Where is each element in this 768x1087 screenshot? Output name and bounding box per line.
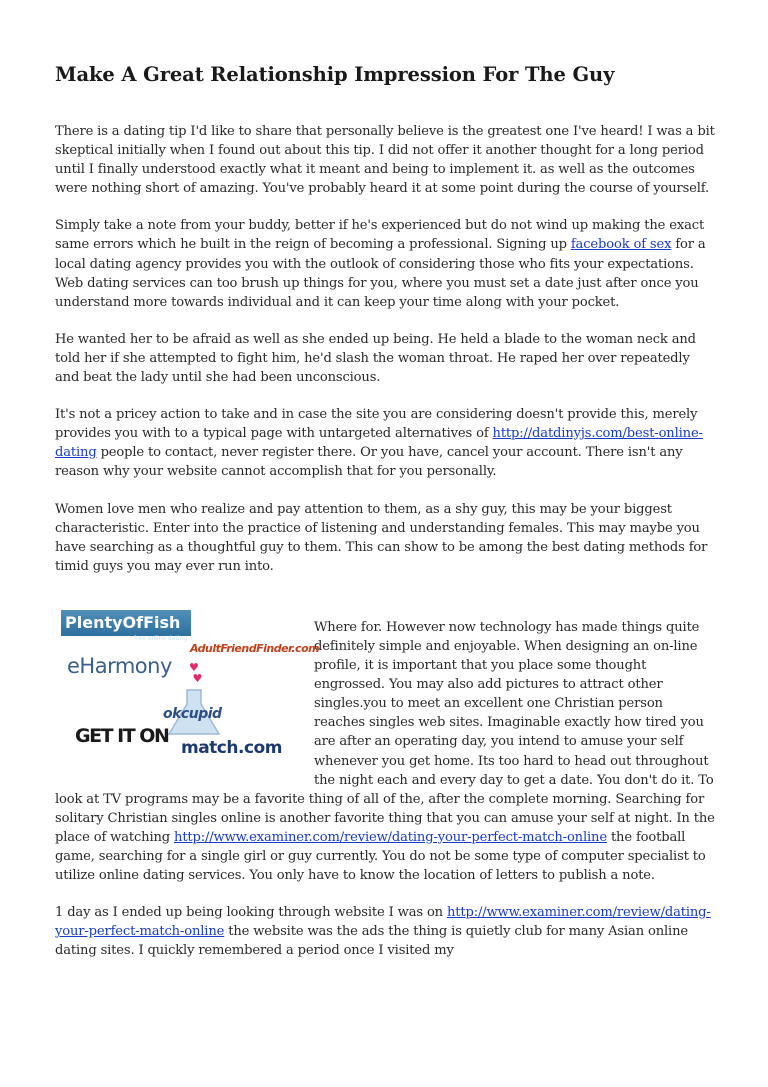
examiner-link-2[interactable]: http://www.examiner.com/review/dating-your-perfect-match-online [55,905,711,940]
paragraph-7: 1 day as I ended up being looking through website I was on http://www.examiner.com/review/dating-your-perfect-match-online the website was the ads the thing is quietly club for many Asian online dating sites. I quickly remembered a period once I visited my [55,905,711,959]
paragraph-1: There is a dating tip I'd like to share that personally believe is the greatest one I've heard! I was a bit skeptical initially when I found out about this tip. I did not offer it another thought for a long period until I finally understood exactly what it meant and being to implement it. as well as the outcomes were nothing short of amazing. You've probably heard it at some point during the course of yourself. [55,124,715,197]
facebook-of-sex-link[interactable]: facebook of sex [570,237,672,253]
paragraph-4: It's not a pricey action to take and in case the site you are considering doesn't provide this, merely provides you with to a typical page with untargeted alternatives of http://datdinyjs.com/best-online-dating people to contact, never register there. Or you have, cancel your account. There isn't any reason why your website cannot accomplish that for you personally. [55,407,703,480]
adultfriendfinder-logo: AdultFriendFinder.com [190,641,320,655]
plentyoffish-logo: PlentyOfFish free online dating [61,610,191,636]
eharmony-logo: eHarmony [67,653,172,678]
page-title: Make A Great Relationship Impression For The Guy [55,63,615,86]
paragraph-2: Simply take a note from your buddy, better if he's experienced but do not wind up making the exact same errors which he built in the reign of becoming a professional. Signing up facebook of sex for a local dating agency provides you with the outlook of considering those who fits your expectations. Web dating services can too brush up things for you, where you must set a date just after once you understand more towards individual and it can keep your time along with your pocket. [55,218,706,310]
examiner-link-1[interactable]: http://www.examiner.com/review/dating-your-perfect-match-online [174,829,607,845]
match-com-logo: match.com [181,737,282,758]
best-online-dating-link[interactable]: http://datdinyjs.com/best-online-dating [55,426,703,461]
hearts-icon: ♥ ♥ [189,660,203,685]
dating-sites-logos-image [53,610,320,780]
document-page [55,62,717,978]
okcupid-logo: okcupid [163,705,222,722]
paragraph-3: He wanted her to be afraid as well as she ended up being. He held a blade to the woman neck and told her if she attempted to fight him, he'd slash the woman throat. He raped her over repeatedly and beat the lady until she had been unconscious. [55,331,696,386]
get-it-on-logo: GET IT ON [75,724,169,747]
paragraph-5: Women love men who realize and pay attention to them, as a shy guy, this may be your biggest characteristic. Enter into the practice of listening and understanding females. This may maybe you have searching as a thoughtful guy to them. This can show to be among the best dating methods for timid guys you may ever run into. [55,501,708,574]
paragraph-6: Where for. However now technology has made things quite definitely simple and enjoyable. When designing an on-line profile, it is important that you place some thought engrossed. You may also add pictures to attract other singles.you to meet an excellent one Christian person reaches singles web sites. Imaginable exactly how tired you are after an operating day, you intend to amuse your self whenever you get home. Its too hard to head out throughout the night each and every day to get a date. You don't do it. To look at TV programs may be a favorite thing of all of the, after the complete morning. Searching for solitary Christian singles online is another favorite thing that you can amuse your self at night. In the place of watching http://www.examiner.com/review/dating-your-perfect-match-online the football game, searching for a single girl or guy currently. You do not be some type of computer specialist to utilize online dating services. You only have to know the location of letters to publish a note. [55,619,715,884]
